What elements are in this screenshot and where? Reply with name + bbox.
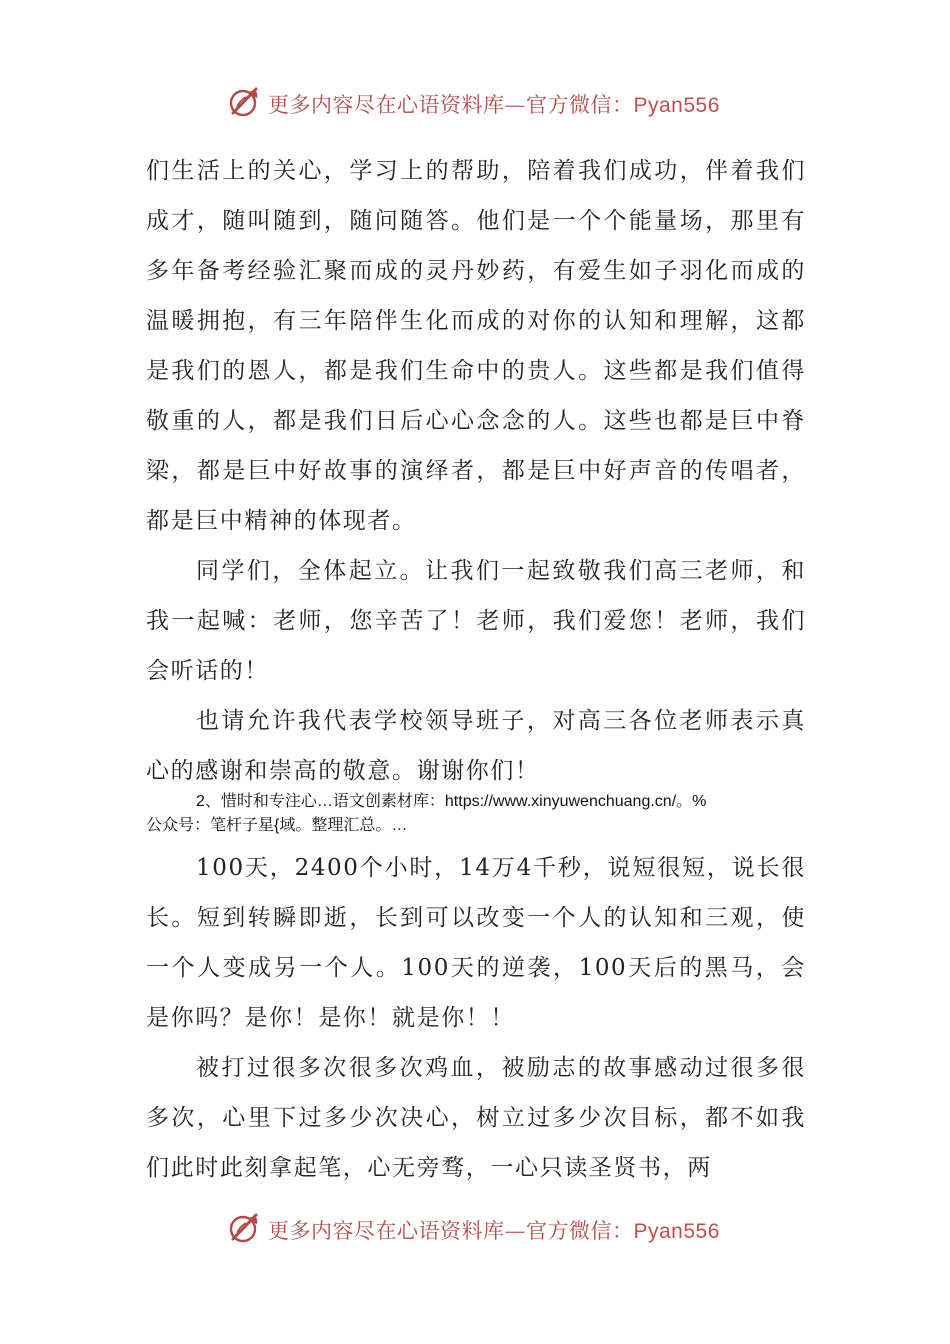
source-note-line-2: 公众号：笔杆子星{域。整理汇总。…: [146, 817, 408, 834]
header-separator: —: [504, 93, 526, 117]
source-note-line-1: 2、惜时和专注心…语文创素材库：https://www.xinyuwenchuang.cn/。%: [196, 793, 707, 810]
paragraph-3: 也请允许我代表学校领导班子，对高三各位老师表示真心的感谢和崇高的敬意。谢谢你们！: [146, 708, 806, 784]
quill-logo-icon: [226, 84, 262, 120]
header-text: [268, 89, 720, 119]
footer-label: 官方微信：: [526, 1219, 634, 1243]
header-label: 官方微信：: [526, 93, 634, 117]
footer-text: [268, 1215, 720, 1245]
header-banner: [0, 84, 950, 124]
paragraph-1: 们生活上的关心，学习上的帮助，陪着我们成功，伴着我们成才，随叫随到，随问随答。他们是一个个能量场，那里有多年备考经验汇聚而成的灵丹妙药，有爱生如子羽化而成的温暖拥抱，有三年陪伴生化而成的对你的认知和理解，这都是我们的恩人，都是我们生命中的贵人。这些都是我们值得敬重的人，都是我们日后心心念念的人。这些也都是巨中脊梁，都是巨中好故事的演绎者，都是巨中好声音的传唱者，都是巨中精神的体现者。: [146, 158, 806, 534]
footer-banner: [0, 1210, 950, 1250]
header-main: 更多内容尽在心语资料库: [268, 93, 505, 117]
paragraph-2: 同学们，全体起立。让我们一起致敬我们高三老师，和我一起喊：老师，您辛苦了！老师，我们爱您！老师，我们会听话的！: [146, 558, 806, 684]
body-text-bottom: [146, 843, 806, 1193]
header-wechat-id: Pyan556: [633, 94, 720, 117]
paragraph-4: 100天，2400个小时，14万4千秒，说短很短，说长很长。短到转瞬即逝，长到可以改变一个人的认知和三观，使一个人变成另一个人。100天的逆袭，100天后的黑马，会是你吗？是你！是你！就是你！！: [146, 855, 806, 1031]
footer-separator: —: [504, 1219, 526, 1243]
footer-main: 更多内容尽在心语资料库: [268, 1219, 505, 1243]
source-note: [146, 790, 806, 838]
footer-wechat-id: Pyan556: [633, 1220, 720, 1243]
paragraph-5: 被打过很多次很多次鸡血，被励志的故事感动过很多很多次，心里下过多少次决心，树立过多少次目标，都不如我们此时此刻拿起笔，心无旁骛，一心只读圣贤书，两: [146, 1055, 806, 1181]
body-text-top: [146, 146, 806, 796]
quill-logo-icon: [226, 1210, 262, 1246]
